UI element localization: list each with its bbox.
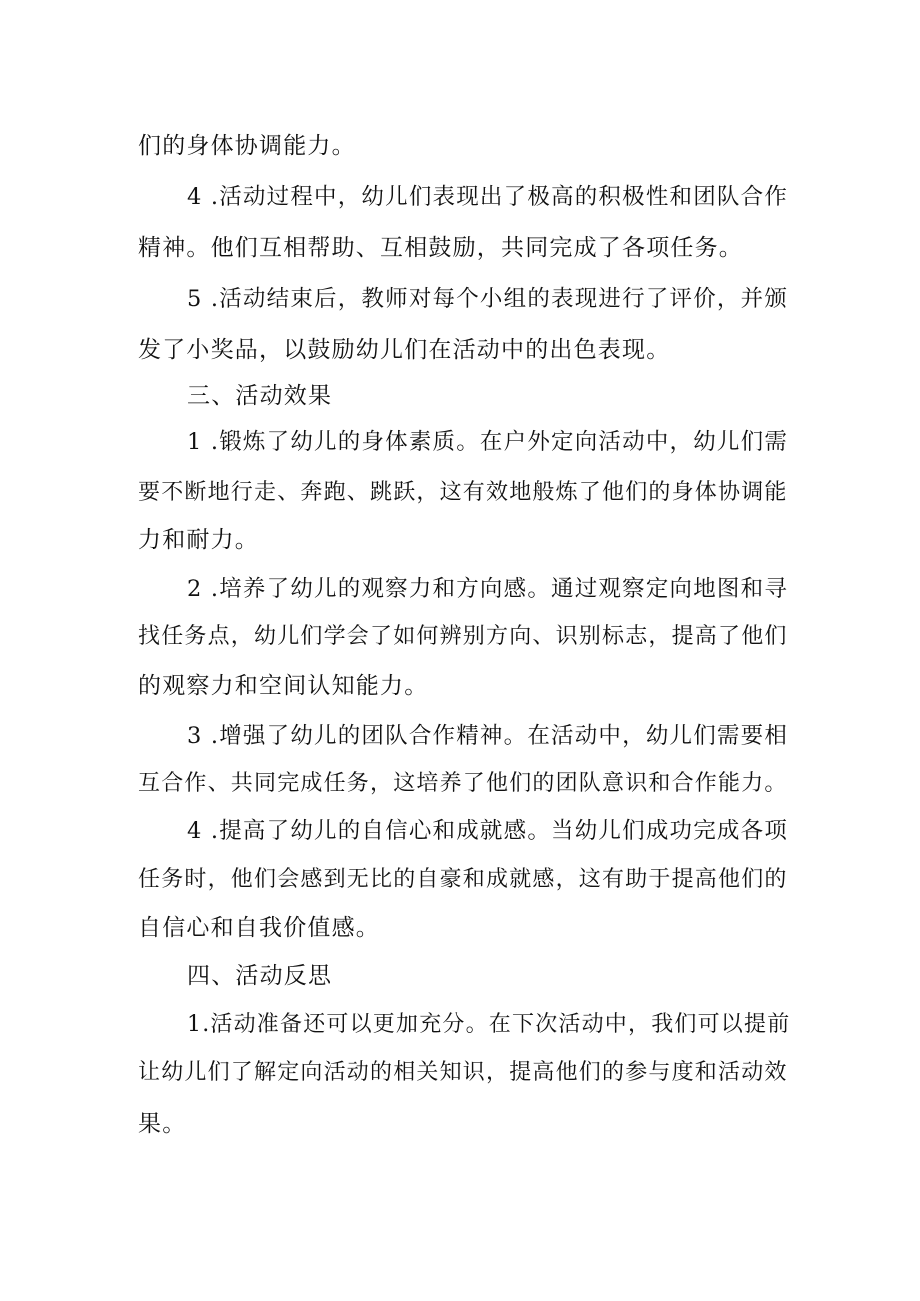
text-line: 力和耐力。	[138, 527, 259, 553]
text-line: 们的身体协调能力。	[138, 133, 356, 159]
text-line: 要不断地行走、奔跑、跳跃，这有效地般炼了他们的身体协调能	[138, 480, 788, 505]
text-line: 精神。他们互相帮助、互相鼓励，共同完成了各项任务。	[138, 235, 743, 261]
text-line: 果。	[138, 1111, 187, 1137]
text-line: 任务时，他们会感到无比的自豪和成就感，这有助于提高他们的	[138, 867, 788, 892]
text-line: 发了小奖品，以鼓励幼儿们在活动中的出色表现。	[138, 337, 671, 363]
list-item-text: 1 .锻炼了幼儿的身体素质。在户外定向活动中，幼儿们需	[187, 429, 789, 455]
list-item-text: 3 .增强了幼儿的团队合作精神。在活动中，幼儿们需要相	[187, 723, 789, 749]
text-line: 互合作、共同完成任务，这培养了他们的团队意识和合作能力。	[138, 771, 788, 796]
list-item-text: 5 .活动结束后，教师对每个小组的表现进行了评价，并颁	[187, 286, 789, 312]
text-line: 让幼儿们了解定向活动的相关知识，提高他们的参与度和活动效	[138, 1060, 788, 1085]
text-line: 找任务点，幼儿们学会了如何辨别方向、识别标志，提高了他们	[138, 624, 788, 649]
list-item-text: 4 .活动过程中，幼儿们表现出了极高的积极性和团队合作	[187, 184, 789, 210]
section-heading: 三、活动效果	[187, 383, 333, 409]
list-item-text: 1.活动准备还可以更加充分。在下次活动中，我们可以提前	[187, 1012, 791, 1037]
list-item-text: 4 .提高了幼儿的自信心和成就感。当幼儿们成功完成各项	[187, 818, 789, 844]
list-item-text: 2 .培养了幼儿的观察力和方向感。通过观察定向地图和寻	[187, 576, 789, 602]
text-line: 的观察力和空间认知能力。	[138, 673, 429, 699]
section-heading: 四、活动反思	[187, 963, 333, 989]
text-line: 自信心和自我价值感。	[138, 915, 380, 941]
